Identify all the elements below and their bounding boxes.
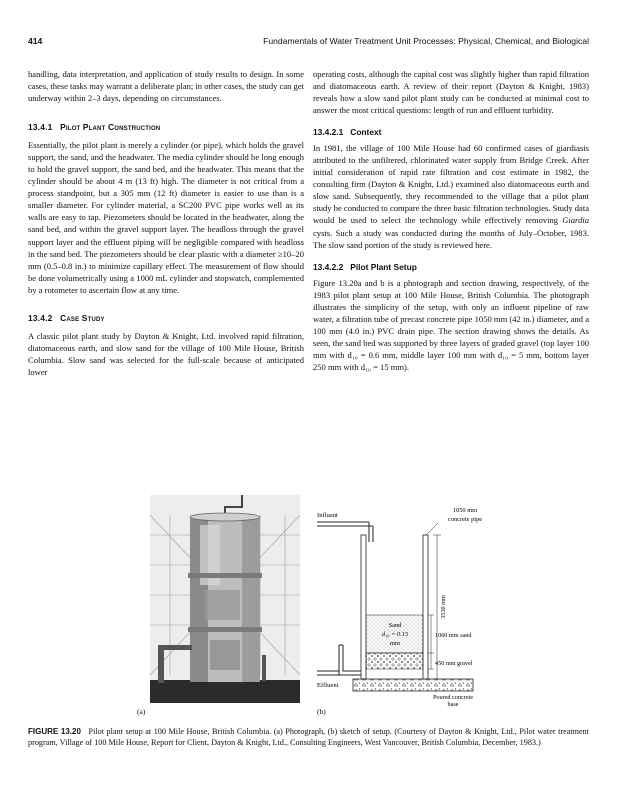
sketch-drawing [313, 495, 523, 707]
base-label-2: base [447, 701, 459, 707]
section-title: Pilot Plant Construction [60, 122, 161, 133]
section-number: 13.4.2 [28, 312, 53, 323]
italic-term: Giardia [562, 215, 589, 226]
base-label: Poured concrete [432, 694, 474, 701]
paragraph-case-study: A classic pilot plant study by Dayton & Knight, Ltd. involved rapid filtration, diatomaceous earth, and slow sand for the village of 100 Mile House, British Columbia. Slow sand was selected for the full-scale because of anticipated lower [28, 330, 304, 377]
figure-photograph [150, 495, 300, 703]
section-number: 13.4.1 [28, 122, 53, 133]
text-run: In 1981, the village of 100 Mile House had 60 confirmed cases of giardiasis attributed to the unfiltered, chlorinated water supply from Bridge Creek. After initial consideration of rapid rate filtration and cost estimate in 1982, the consulting firm (Dayton & Knight, Ltd.) examined also diatomaceous earth and slow sand. Subsequently, they recommended to the village that a pilot plant study be conducted to compare the three basic filtration technologies. Study data would be used to select the technology while effectively removing [313, 143, 589, 226]
paragraph-construction: Essentially, the pilot plant is merely a cylinder (or pipe), which holds the gravel support, the sand, and the headwater. The media cylinder should be long enough to hold the gravel support, the sand bed, and the headwater. This means that the cylinder should be about 4 m (13 ft) high. The diameter is not critical from a process standpoint, but a 305 mm (12 ft) diameter is easier to use than is a smaller diameter. For cylinder material, a SC200 PVC pipe works well as its walls are easy to tap. Piezometers should be located in the headwater, along the sand bed, and within the gravel support layer. The headloss through the gravel support layer and the effluent piping will be negligible compared with headloss in the sand bed. The piezometers should be clear plastic with a diameter ≥10–20 mm (0.5–0.8 in.) to minimize capillary effect. The measurement of flow should be done volumetrically using a 1000 mL cylinder and stopwatch, complemented by a rotometer to ascertain flow at any time. [28, 140, 304, 295]
figure-caption [28, 726, 589, 749]
section-heading-13-4-2 [28, 313, 304, 323]
gravel-label: 450 mm gravel [435, 660, 473, 667]
section-heading-13-4-1 [28, 122, 304, 132]
subsection-heading-13-4-2-2 [313, 262, 589, 272]
subsection-title: Context [350, 127, 382, 138]
paragraph-context [313, 142, 589, 250]
pipe-label: 1050 mm [452, 507, 478, 514]
sand-depth-label: 1060 mm sand [435, 632, 472, 639]
effluent-label: Effluent [317, 682, 339, 689]
figure-sketch [313, 495, 523, 707]
mm-label: mm [390, 640, 400, 647]
sand-label: Sand [388, 622, 402, 629]
caption-text: Pilot plant setup at 100 Mile House, British Columbia. (a) Photograph, (b) sketch of setup. (Courtesy of Dayton & Knight, Ltd., Pilot water treatment program, Village of 100 Mile House, Report for Client, Dayton & Knight, Ltd., Consulting Engineers, West Vancouver, British Columbia, December, 1983.) [28, 727, 590, 748]
paragraph-continued: operating costs, although the capital cost was slightly higher than rapid filtration and diatomaceous earth. A review of their report (Dayton & Knight, 1983) reveals how a slow sand pilot plant study can be conducted at minimal cost to answer the most critical questions: length of run and effluent turbidity. [313, 69, 589, 116]
paragraph-setup: Figure 13.20a and b is a photograph and section drawing, respectively, of the 1983 pilot plant setup at 100 Mile House, British Columbia. The photograph illustrates the simplicity of the setup, with only an influent pipeline of raw water, a filtration tube of precast concrete pipe 1050 mm (42 in.) diameter, and a 100 mm (4.0 in.) PVC drain pipe. The section drawing shows the details. As seen, the sand bed was supported by three layers of graded gravel (top layer 100 mm with d₁₀ = 0.6 mm, middle layer 100 mm with d₁₀ = 5 mm, bottom layer 250 mm with d₁₀ = 15 mm). [313, 277, 589, 372]
paragraph-intro: handling, data interpretation, and application of study results to design. In some cases, these tasks may warrant a deliberate plan; in other cases, the study can get underway within 2–3 days, depending on circumstances. [28, 69, 304, 104]
subsection-number: 13.4.2.1 [313, 127, 344, 138]
right-column [313, 68, 589, 373]
height-label: 3530 mm [440, 595, 447, 619]
text-run: cysts. Such a study was conducted during the months of July–October, 1983. The slow sand portion of the study is reviewed here. [313, 227, 589, 250]
photo-illustration [150, 495, 300, 703]
subsection-heading-13-4-2-1 [313, 127, 589, 137]
influent-label: Influent [317, 512, 338, 519]
label-b: (b) [317, 707, 326, 716]
subsection-number: 13.4.2.2 [313, 261, 344, 272]
section-title: Case Study [60, 312, 105, 323]
label-a: (a) [137, 707, 146, 716]
pipe-label-2: concrete pipe [447, 516, 483, 523]
left-column [28, 68, 304, 378]
running-title: Fundamentals of Water Treatment Unit Processes: Physical, Chemical, and Biological [263, 36, 589, 46]
running-header [28, 36, 589, 50]
subsection-title: Pilot Plant Setup [350, 261, 417, 272]
page-number: 414 [28, 36, 43, 46]
caption-label: FIGURE 13.20 [28, 727, 81, 736]
d10-label: d₁₀ = 0.15 [381, 631, 409, 638]
